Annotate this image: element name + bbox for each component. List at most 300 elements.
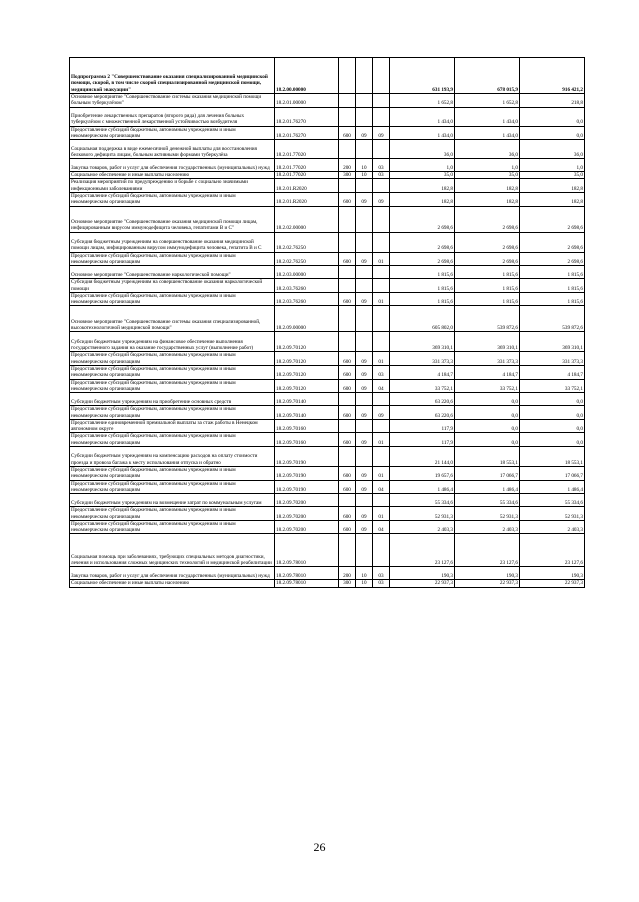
table-row [70,580,585,587]
row-name-cell: Реализация мероприятий по предупреждению и борьбе с социально значимыми инфекционными заболеваниями [70,179,275,193]
row-section-cell: 09 [356,379,373,393]
row-amount-year2-cell: 33 752,1 [455,379,520,393]
row-target-code-cell: 18.2.09.70200 [275,520,339,534]
row-amount-year2-cell: 1 486,4 [455,480,520,494]
budget-table-body [70,58,585,588]
row-amount-year1-cell: 2 403,3 [390,520,455,534]
row-expense-type-cell [339,332,356,352]
table-row [70,232,585,252]
row-name-cell: Предоставление субсидий бюджетным, автономным учреждениям и иным некоммерческим организациям [70,480,275,494]
row-target-code-cell: 18.2.02.76250 [275,252,339,266]
table-row [70,480,585,494]
row-target-code-cell: 18.2.09.70140 [275,393,339,406]
row-subsection-cell: 04 [373,379,390,393]
row-expense-type-cell [339,107,356,126]
row-target-code-cell: 18.2.09.70120 [275,352,339,366]
table-row [70,419,585,433]
row-amount-year1-cell: 1 815,6 [390,292,455,306]
row-section-cell: 10 [356,172,373,179]
row-subsection-cell: 04 [373,520,390,534]
row-amount-year3-cell: 0,0 [520,126,585,140]
row-amount-year2-cell: 369 310,1 [455,332,520,352]
row-amount-year2-cell: 1 434,0 [455,126,520,140]
table-row [70,58,585,94]
row-section-cell [356,447,373,467]
row-amount-year3-cell: 218,8 [520,94,585,108]
page-number: 26 [313,840,326,854]
table-row [70,507,585,521]
row-name-cell: Предоставление субсидий бюджетным, автономным учреждениям и иным некоммерческим организациям [70,292,275,306]
row-amount-year3-cell: 1,0 [520,159,585,172]
row-expense-type-cell: 300 [339,172,356,179]
row-amount-year2-cell: 55 334,6 [455,494,520,507]
row-amount-year1-cell: 21 144,0 [390,447,455,467]
row-name-cell: Социальная помощь при заболеваниях, требующих специальных методов диагностики, лечения и использования сложных медицинских технологий и медицинской реабилитации [70,534,275,567]
row-subsection-cell: 03 [373,366,390,380]
row-name-cell: Социальное обеспечение и иные выплаты населению [70,172,275,179]
row-amount-year2-cell: 4 184,7 [455,366,520,380]
row-name-cell: Предоставление субсидий бюджетным, автономным учреждениям и иным некоммерческим организациям [70,252,275,266]
row-amount-year1-cell: 369 310,1 [390,332,455,352]
row-section-cell: 10 [356,580,373,587]
row-amount-year3-cell: 2 403,3 [520,520,585,534]
row-amount-year2-cell: 1 434,0 [455,107,520,126]
row-subsection-cell: 01 [373,252,390,266]
row-amount-year3-cell: 916 421,2 [520,58,585,94]
row-amount-year3-cell: 331 373,3 [520,352,585,366]
row-subsection-cell [373,107,390,126]
table-row [70,279,585,293]
row-amount-year1-cell: 117,9 [390,419,455,433]
row-expense-type-cell [339,266,356,279]
row-subsection-cell: 01 [373,467,390,481]
row-name-cell: Предоставление субсидий бюджетным, автономным учреждениям и иным некоммерческим организациям [70,520,275,534]
row-amount-year3-cell: 2 698,6 [520,252,585,266]
row-section-cell: 09 [356,366,373,380]
row-expense-type-cell: 600 [339,352,356,366]
row-section-cell [356,306,373,332]
table-row [70,494,585,507]
row-subsection-cell [373,206,390,232]
row-amount-year1-cell: 117,9 [390,433,455,447]
row-amount-year3-cell: 0,0 [520,406,585,420]
row-subsection-cell [373,266,390,279]
row-subsection-cell [373,94,390,108]
row-amount-year2-cell: 22 937,3 [455,580,520,587]
table-row [70,252,585,266]
row-section-cell: 09 [356,352,373,366]
row-amount-year3-cell: 2 698,6 [520,206,585,232]
row-amount-year2-cell: 52 931,3 [455,507,520,521]
table-row [70,206,585,232]
row-amount-year2-cell: 1,0 [455,159,520,172]
table-row [70,193,585,207]
row-target-code-cell: 18.2.02.00000 [275,206,339,232]
row-amount-year2-cell: 2 698,6 [455,252,520,266]
table-row [70,366,585,380]
row-expense-type-cell [339,447,356,467]
row-amount-year2-cell: 23 127,6 [455,534,520,567]
row-amount-year3-cell: 17 066,7 [520,467,585,481]
row-target-code-cell: 18.2.09.78010 [275,567,339,580]
row-amount-year1-cell: 1 434,0 [390,126,455,140]
row-section-cell: 09 [356,292,373,306]
row-amount-year1-cell: 63 220,6 [390,406,455,420]
row-expense-type-cell: 600 [339,366,356,380]
row-target-code-cell: 18.2.09.70160 [275,433,339,447]
row-amount-year1-cell: 2 698,6 [390,206,455,232]
row-amount-year2-cell: 190,3 [455,567,520,580]
row-name-cell: Основное мероприятие "Совершенствование наркологической помощи" [70,266,275,279]
row-amount-year3-cell: 1 815,6 [520,292,585,306]
row-expense-type-cell [339,419,356,433]
row-amount-year2-cell: 0,0 [455,393,520,406]
row-expense-type-cell: 600 [339,126,356,140]
row-amount-year2-cell: 35,0 [455,172,520,179]
row-amount-year3-cell: 1 815,6 [520,266,585,279]
row-amount-year3-cell: 33 752,1 [520,379,585,393]
row-section-cell [356,534,373,567]
row-subsection-cell [373,393,390,406]
row-name-cell: Предоставление единовременной премиальной выплаты за стаж работы в Ненецком автономном округе [70,419,275,433]
table-row [70,520,585,534]
table-row [70,306,585,332]
row-target-code-cell: 18.2.01.R2020 [275,179,339,193]
row-amount-year2-cell: 1 815,6 [455,266,520,279]
row-expense-type-cell [339,393,356,406]
row-amount-year1-cell: 36,0 [390,140,455,159]
row-section-cell: 09 [356,406,373,420]
row-expense-type-cell [339,232,356,252]
row-amount-year1-cell: 331 373,3 [390,352,455,366]
row-section-cell [356,179,373,193]
row-target-code-cell: 18.2.09.70160 [275,419,339,433]
row-name-cell: Основное мероприятие "Совершенствование оказания медицинской помощи лицам, инфицированным вирусом иммунодефицита человека, гепатитами B и C" [70,206,275,232]
table-row [70,159,585,172]
row-subsection-cell [373,534,390,567]
row-amount-year3-cell: 55 334,6 [520,494,585,507]
row-name-cell: Субсидии бюджетным учреждениям на финансовое обеспечение выполнения государственного задания на оказание государственных услуг (выполнение работ) [70,332,275,352]
row-amount-year2-cell: 0,0 [455,433,520,447]
row-name-cell: Закупка товаров, работ и услуг для обеспечения государственных (муниципальных) нужд [70,567,275,580]
row-subsection-cell: 03 [373,567,390,580]
row-expense-type-cell: 600 [339,193,356,207]
row-subsection-cell [373,232,390,252]
row-subsection-cell: 03 [373,159,390,172]
row-subsection-cell: 03 [373,172,390,179]
row-target-code-cell: 18.2.09.70190 [275,447,339,467]
row-amount-year3-cell: 1 486,4 [520,480,585,494]
row-target-code-cell: 18.2.09.78010 [275,534,339,567]
row-amount-year3-cell: 182,8 [520,179,585,193]
row-section-cell [356,419,373,433]
row-name-cell: Социальное обеспечение и иные выплаты населению [70,580,275,587]
row-target-code-cell: 18.2.01.R2020 [275,193,339,207]
row-target-code-cell: 18.2.09.70140 [275,406,339,420]
row-amount-year3-cell: 23 127,6 [520,534,585,567]
table-row [70,406,585,420]
row-name-cell: Предоставление субсидий бюджетным, автономным учреждениям и иным некоммерческим организациям [70,193,275,207]
table-row [70,467,585,481]
row-target-code-cell: 18.2.02.76250 [275,232,339,252]
table-row [70,126,585,140]
row-name-cell: Подпрограмма 2 "Совершенствование оказания специализированной медицинской помощи, скорой, в том числе скорой специализированной медицинской помощи, медицинской эвакуации" [70,58,275,94]
row-target-code-cell: 18.2.03.00000 [275,266,339,279]
row-expense-type-cell: 600 [339,467,356,481]
row-amount-year2-cell: 17 066,7 [455,467,520,481]
row-name-cell: Предоставление субсидий бюджетным, автономным учреждениям и иным некоммерческим организациям [70,379,275,393]
row-target-code-cell: 18.2.09.70190 [275,480,339,494]
row-name-cell: Субсидии бюджетным учреждениям на компенсацию расходов на оплату стоимости проезда и провоза багажа к месту использования отпуска и обратно [70,447,275,467]
row-amount-year3-cell: 539 872,6 [520,306,585,332]
row-subsection-cell [373,179,390,193]
row-amount-year3-cell: 35,0 [520,172,585,179]
row-target-code-cell: 18.2.09.70200 [275,507,339,521]
table-row [70,332,585,352]
row-amount-year2-cell: 331 373,3 [455,352,520,366]
row-amount-year2-cell: 1 815,6 [455,292,520,306]
row-amount-year1-cell: 1,0 [390,159,455,172]
row-amount-year1-cell: 22 937,3 [390,580,455,587]
row-subsection-cell: 01 [373,292,390,306]
row-expense-type-cell: 600 [339,480,356,494]
row-amount-year3-cell: 22 937,3 [520,580,585,587]
row-subsection-cell [373,447,390,467]
row-target-code-cell: 18.2.09.78010 [275,580,339,587]
row-amount-year1-cell: 52 931,3 [390,507,455,521]
row-amount-year1-cell: 182,8 [390,193,455,207]
row-section-cell [356,494,373,507]
row-amount-year3-cell: 36,0 [520,140,585,159]
row-target-code-cell: 18.2.09.70120 [275,366,339,380]
row-subsection-cell: 09 [373,126,390,140]
row-section-cell: 10 [356,567,373,580]
row-section-cell: 09 [356,126,373,140]
table-row [70,567,585,580]
row-target-code-cell: 18.2.01.77020 [275,140,339,159]
row-amount-year3-cell: 0,0 [520,433,585,447]
row-section-cell [356,94,373,108]
row-target-code-cell: 18.2.09.70120 [275,379,339,393]
row-amount-year2-cell: 678 015,9 [455,58,520,94]
row-name-cell: Основное мероприятие "Совершенствование системы оказания медицинской помощи больным туберкулёзом" [70,94,275,108]
table-row [70,534,585,567]
row-section-cell: 09 [356,252,373,266]
table-row [70,292,585,306]
row-section-cell [356,140,373,159]
row-section-cell [356,232,373,252]
row-name-cell: Предоставление субсидий бюджетным, автономным учреждениям и иным некоммерческим организациям [70,406,275,420]
row-subsection-cell [373,279,390,293]
row-amount-year1-cell: 63 220,6 [390,393,455,406]
row-subsection-cell [373,140,390,159]
row-section-cell: 09 [356,433,373,447]
row-amount-year2-cell: 18 553,1 [455,447,520,467]
table-row [70,447,585,467]
row-expense-type-cell [339,140,356,159]
row-amount-year3-cell: 0,0 [520,393,585,406]
row-amount-year1-cell: 2 698,6 [390,232,455,252]
row-section-cell [356,266,373,279]
row-amount-year3-cell: 18 553,1 [520,447,585,467]
row-name-cell: Предоставление субсидий бюджетным, автономным учреждениям и иным некоммерческим организациям [70,433,275,447]
row-expense-type-cell: 200 [339,159,356,172]
row-section-cell [356,206,373,232]
row-subsection-cell [373,419,390,433]
row-expense-type-cell [339,306,356,332]
row-section-cell [356,393,373,406]
row-amount-year1-cell: 2 698,6 [390,252,455,266]
row-section-cell [356,332,373,352]
row-expense-type-cell: 600 [339,520,356,534]
row-subsection-cell [373,58,390,94]
row-amount-year3-cell: 0,0 [520,107,585,126]
row-subsection-cell: 09 [373,193,390,207]
row-expense-type-cell: 300 [339,580,356,587]
row-amount-year1-cell: 33 752,1 [390,379,455,393]
row-name-cell: Закупка товаров, работ и услуг для обеспечения государственных (муниципальных) нужд [70,159,275,172]
row-amount-year2-cell: 1 652,8 [455,94,520,108]
row-amount-year1-cell: 631 193,9 [390,58,455,94]
row-section-cell: 09 [356,193,373,207]
row-amount-year2-cell: 0,0 [455,406,520,420]
row-target-code-cell: 18.2.09.70120 [275,332,339,352]
row-expense-type-cell [339,179,356,193]
row-name-cell: Социальная поддержка в виде ежемесячной денежной выплаты для восстановления белкового дефицита лицам, больным активными формами туберкулёза [70,140,275,159]
row-target-code-cell: 18.2.01.77020 [275,159,339,172]
row-expense-type-cell: 200 [339,567,356,580]
row-expense-type-cell [339,534,356,567]
row-amount-year3-cell: 190,3 [520,567,585,580]
table-row [70,352,585,366]
row-expense-type-cell: 600 [339,507,356,521]
row-amount-year3-cell: 182,8 [520,193,585,207]
row-amount-year2-cell: 539 872,6 [455,306,520,332]
row-expense-type-cell [339,58,356,94]
budget-table [69,57,585,588]
table-row [70,140,585,159]
row-amount-year2-cell: 1 815,6 [455,279,520,293]
row-amount-year1-cell: 55 334,6 [390,494,455,507]
row-amount-year2-cell: 182,8 [455,179,520,193]
row-amount-year1-cell: 190,3 [390,567,455,580]
row-amount-year1-cell: 23 127,6 [390,534,455,567]
row-name-cell: Субсидия бюджетным учреждениям на совершенствование оказания медицинской помощи лицам, инфицированным вирусом иммунодефицита человека, гепатита B и C [70,232,275,252]
row-amount-year1-cell: 605 802,0 [390,306,455,332]
row-amount-year1-cell: 1 434,0 [390,107,455,126]
row-target-code-cell: 18.2.01.00000 [275,94,339,108]
table-row [70,433,585,447]
row-name-cell: Приобретение лекарственных препаратов (второго ряда) для лечения больных туберкулёзом с множественной лекарственной устойчивостью возбудителя [70,107,275,126]
row-subsection-cell: 09 [373,406,390,420]
row-subsection-cell [373,332,390,352]
row-subsection-cell: 01 [373,507,390,521]
row-expense-type-cell [339,94,356,108]
row-amount-year2-cell: 2 698,6 [455,232,520,252]
row-amount-year1-cell: 182,8 [390,179,455,193]
row-target-code-cell: 18.2.03.76260 [275,279,339,293]
row-expense-type-cell: 600 [339,433,356,447]
table-row [70,379,585,393]
row-subsection-cell: 03 [373,580,390,587]
row-amount-year3-cell: 369 310,1 [520,332,585,352]
row-amount-year2-cell: 2 698,6 [455,206,520,232]
row-expense-type-cell: 600 [339,406,356,420]
row-expense-type-cell [339,206,356,232]
row-target-code-cell: 18.2.09.70200 [275,494,339,507]
row-amount-year3-cell: 2 698,6 [520,232,585,252]
row-expense-type-cell [339,494,356,507]
row-amount-year1-cell: 1 652,8 [390,94,455,108]
table-row [70,107,585,126]
row-amount-year3-cell: 0,0 [520,419,585,433]
row-name-cell: Предоставление субсидий бюджетным, автономным учреждениям и иным некоммерческим организациям [70,126,275,140]
row-target-code-cell: 18.2.01.76270 [275,107,339,126]
row-section-cell [356,58,373,94]
row-subsection-cell [373,494,390,507]
table-row [70,393,585,406]
row-section-cell [356,107,373,126]
row-name-cell: Субсидии бюджетным учреждениям на приобретение основных средств [70,393,275,406]
row-amount-year1-cell: 19 657,6 [390,467,455,481]
table-row [70,94,585,108]
row-subsection-cell: 04 [373,480,390,494]
row-expense-type-cell: 600 [339,379,356,393]
row-target-code-cell: 18.2.01.76270 [275,126,339,140]
row-expense-type-cell: 600 [339,292,356,306]
row-amount-year2-cell: 2 403,3 [455,520,520,534]
row-amount-year3-cell: 1 815,6 [520,279,585,293]
row-name-cell: Предоставление субсидий бюджетным, автономным учреждениям и иным некоммерческим организациям [70,366,275,380]
row-target-code-cell: 18.2.01.77020 [275,172,339,179]
row-section-cell: 09 [356,507,373,521]
table-row [70,179,585,193]
row-section-cell: 09 [356,467,373,481]
row-section-cell: 10 [356,159,373,172]
row-amount-year2-cell: 182,8 [455,193,520,207]
row-amount-year1-cell: 1 815,6 [390,266,455,279]
table-row [70,266,585,279]
table-row [70,172,585,179]
row-amount-year1-cell: 1 486,4 [390,480,455,494]
row-amount-year1-cell: 4 184,7 [390,366,455,380]
row-amount-year3-cell: 52 931,3 [520,507,585,521]
row-name-cell: Субсидии бюджетным учреждениям на возмещение затрат по коммунальным услугам [70,494,275,507]
row-expense-type-cell: 600 [339,252,356,266]
row-name-cell: Основное мероприятие "Совершенствование системы оказания специализированной, высокотехнологичной медицинской помощи" [70,306,275,332]
row-section-cell: 09 [356,480,373,494]
row-target-code-cell: 18.2.00.00000 [275,58,339,94]
row-subsection-cell [373,306,390,332]
row-amount-year1-cell: 1 815,6 [390,279,455,293]
row-target-code-cell: 18.2.09.00000 [275,306,339,332]
row-expense-type-cell [339,279,356,293]
row-section-cell [356,279,373,293]
row-section-cell: 09 [356,520,373,534]
row-name-cell: Предоставление субсидий бюджетным, автономным учреждениям и иным некоммерческим организациям [70,352,275,366]
row-amount-year2-cell: 36,0 [455,140,520,159]
row-subsection-cell: 01 [373,433,390,447]
row-name-cell: Предоставление субсидий бюджетным, автономным учреждениям и иным некоммерческим организациям [70,507,275,521]
row-target-code-cell: 18.2.09.70190 [275,467,339,481]
row-amount-year3-cell: 4 184,7 [520,366,585,380]
row-name-cell: Предоставление субсидий бюджетным, автономным учреждениям и иным некоммерческим организациям [70,467,275,481]
row-name-cell: Субсидия бюджетным учреждениям на совершенствование оказания наркологической помощи [70,279,275,293]
row-amount-year2-cell: 0,0 [455,419,520,433]
row-subsection-cell: 01 [373,352,390,366]
row-amount-year1-cell: 35,0 [390,172,455,179]
row-target-code-cell: 18.2.03.76260 [275,292,339,306]
